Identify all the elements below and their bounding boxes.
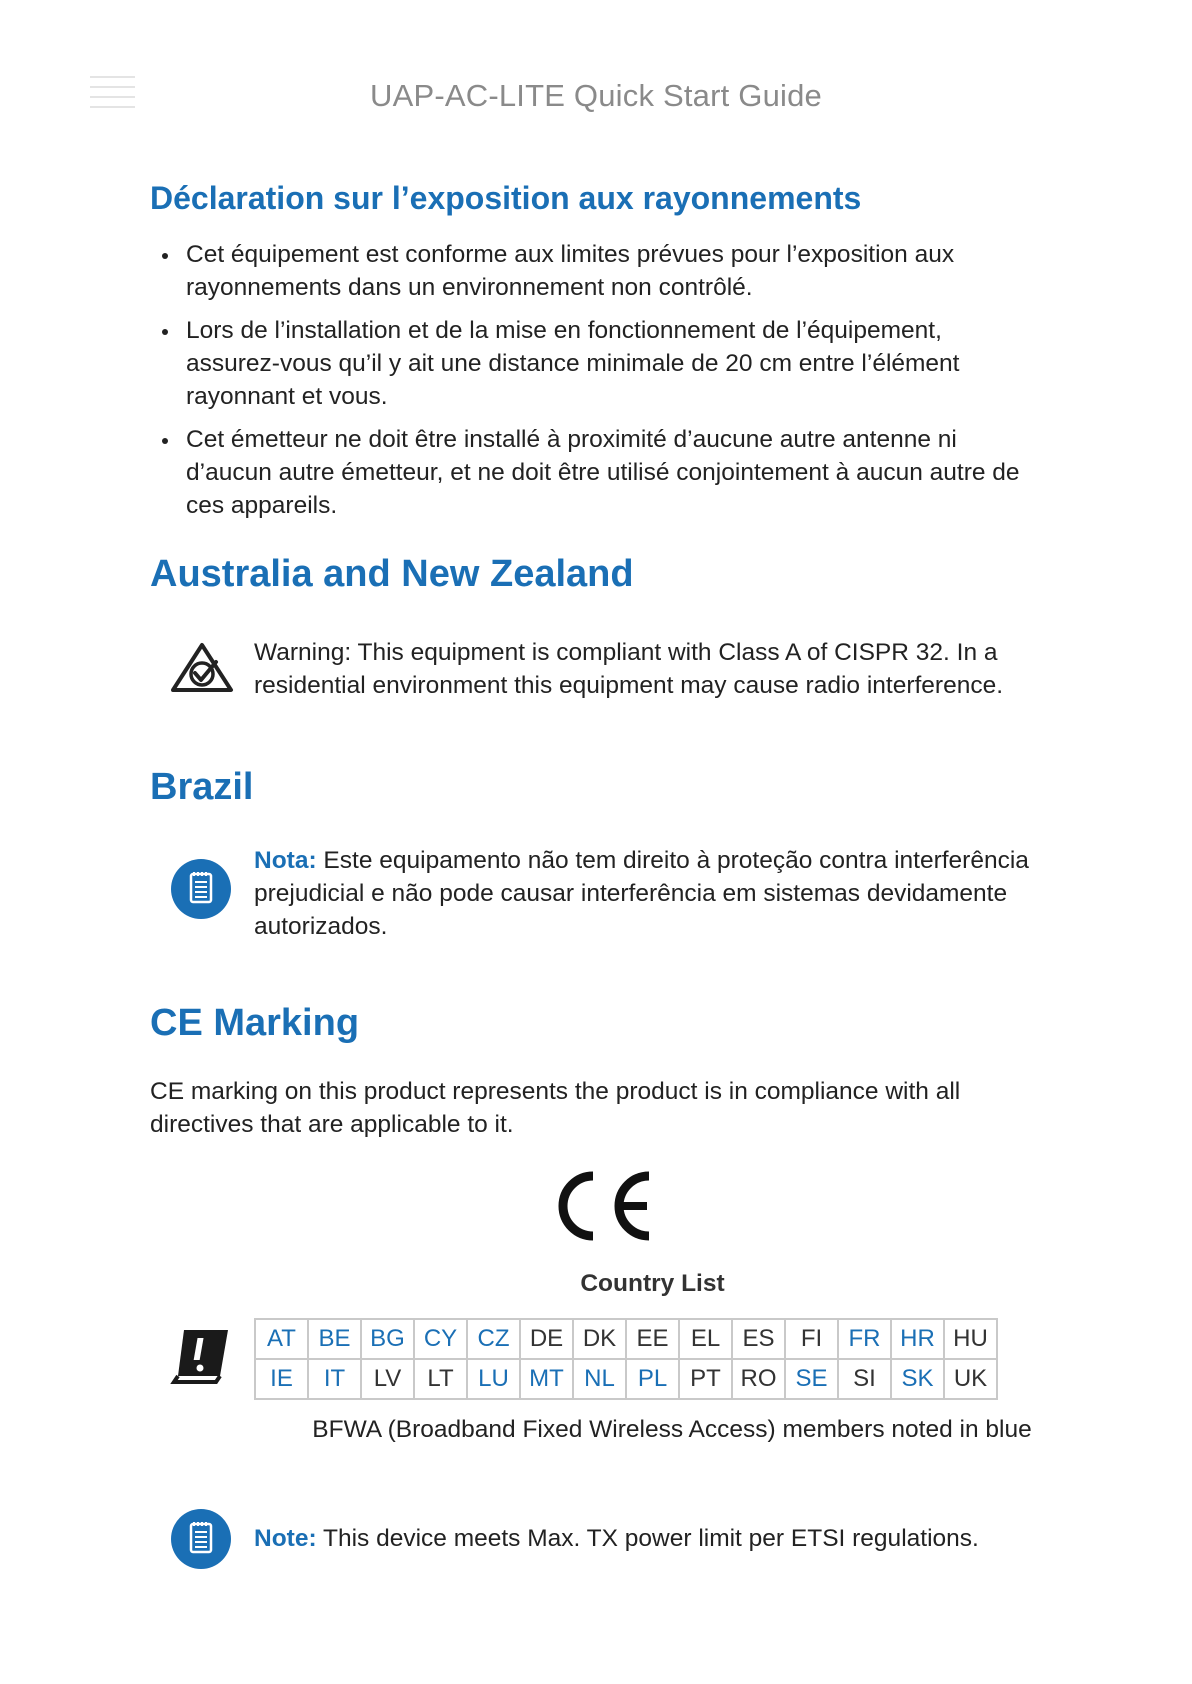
country-cell: CZ xyxy=(467,1319,520,1359)
country-cell: LT xyxy=(414,1359,467,1399)
brazil-note-text xyxy=(254,844,1054,943)
rcm-compliance-icon xyxy=(170,642,234,699)
country-cell: DE xyxy=(520,1319,573,1359)
country-cell: DK xyxy=(573,1319,626,1359)
country-cell: EE xyxy=(626,1319,679,1359)
country-cell: FI xyxy=(785,1319,838,1359)
country-cell: SI xyxy=(838,1359,891,1399)
brazil-heading: Brazil xyxy=(150,766,254,808)
country-cell: FR xyxy=(838,1319,891,1359)
ce-marking-heading: CE Marking xyxy=(150,1002,360,1044)
country-cell: ES xyxy=(732,1319,785,1359)
country-cell: EL xyxy=(679,1319,732,1359)
country-cell: BG xyxy=(361,1319,414,1359)
country-list-table xyxy=(254,1318,998,1400)
australia-heading: Australia and New Zealand xyxy=(150,553,634,595)
etsi-note-body: This device meets Max. TX power limit per ETSI regulations. xyxy=(316,1525,979,1552)
australia-warning-text: Warning: This equipment is compliant with Class A of CISPR 32. In a residential environment this equipment may cause radio interference. xyxy=(254,639,1004,699)
country-cell: SK xyxy=(891,1359,944,1399)
declaration-bullet: Cet équipement est conforme aux limites prévues pour l’exposition aux rayonnements dans un environnement non contrôlé. xyxy=(150,238,1040,304)
country-cell: LV xyxy=(361,1359,414,1399)
country-list-title: Country List xyxy=(580,1270,725,1297)
etsi-note-label: Note: xyxy=(254,1525,317,1552)
country-row xyxy=(255,1359,997,1399)
declaration-bullet: Cet émetteur ne doit être installé à proximité d’aucune autre antenne ni d’aucun autre émetteur, et ne doit être utilisé conjointement à aucun autre de ces appareils. xyxy=(150,423,1040,522)
etsi-note-text xyxy=(254,1522,1054,1555)
country-cell: MT xyxy=(520,1359,573,1399)
bfwa-legend-note: BFWA (Broadband Fixed Wireless Access) members noted in blue xyxy=(312,1416,1032,1443)
declaration-bullet: Lors de l’installation et de la mise en fonctionnement de l’équipement, assurez-vous qu’il y ait une distance minimale de 20 cm entre l’élément rayonnant et vous. xyxy=(150,314,1040,413)
brazil-note-body: Este equipamento não tem direito à proteção contra interferência prejudicial e não pode causar interferência em sistemas devidamente autorizados. xyxy=(254,847,1029,940)
page-header-title: UAP-AC-LITE Quick Start Guide xyxy=(370,78,822,113)
country-cell: HU xyxy=(944,1319,997,1359)
declaration-heading: Déclaration sur l’exposition aux rayonnements xyxy=(150,180,862,216)
country-cell: CY xyxy=(414,1319,467,1359)
country-cell: RO xyxy=(732,1359,785,1399)
brazil-note-label: Nota: xyxy=(254,847,317,874)
country-cell: PL xyxy=(626,1359,679,1399)
note-icon xyxy=(170,1508,232,1575)
ce-mark-logo xyxy=(555,1170,655,1247)
country-row xyxy=(255,1319,997,1359)
country-cell: BE xyxy=(308,1319,361,1359)
country-cell: NL xyxy=(573,1359,626,1399)
country-cell: UK xyxy=(944,1359,997,1399)
country-cell: PT xyxy=(679,1359,732,1399)
country-cell: IT xyxy=(308,1359,361,1399)
declaration-bullet-list xyxy=(150,238,1040,532)
note-icon xyxy=(170,858,232,925)
country-cell: AT xyxy=(255,1319,308,1359)
country-cell: LU xyxy=(467,1359,520,1399)
country-cell: HR xyxy=(891,1319,944,1359)
ce-marking-paragraph: CE marking on this product represents the product is in compliance with all directives that are applicable to it. xyxy=(150,1078,961,1138)
important-notice-icon xyxy=(170,1324,232,1391)
country-cell: SE xyxy=(785,1359,838,1399)
country-cell: IE xyxy=(255,1359,308,1399)
